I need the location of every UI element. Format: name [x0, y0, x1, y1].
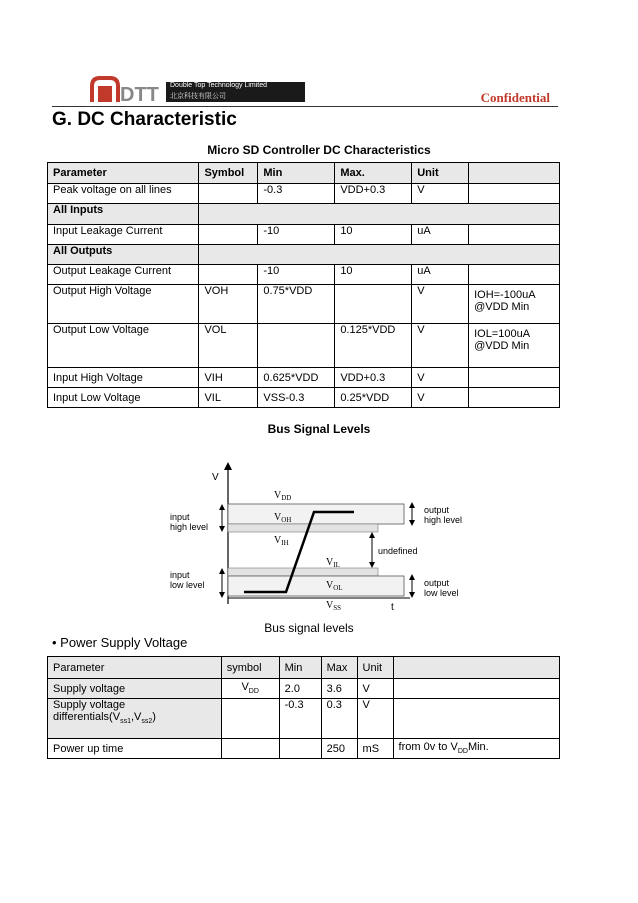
cell-note: [393, 699, 559, 739]
header-rule: [52, 106, 558, 107]
cell-max: VDD+0.3: [335, 184, 412, 204]
company-name-en: Double Top Technology Limited: [170, 82, 268, 89]
col-header-parameter: Parameter: [48, 163, 199, 184]
cell-parameter: Supply voltage: [48, 679, 222, 699]
cell-symbol: VOH: [199, 285, 258, 324]
cell-unit: V: [412, 324, 469, 368]
cell-note: [469, 388, 560, 408]
voh-label: $V_{OH}$: [274, 512, 292, 524]
cell-min: [279, 739, 321, 759]
cell-max: VDD+0.3: [335, 368, 412, 388]
cell-note: from 0v to $V_{DD}Min$.: [393, 739, 559, 759]
page-header: [0, 0, 638, 110]
svg-text:DTT: DTT: [120, 84, 159, 106]
cell-unit: V: [412, 388, 469, 408]
output-low-label-2: low level: [424, 588, 459, 598]
cell-parameter: Input Low Voltage: [48, 388, 199, 408]
cell-unit: V: [412, 368, 469, 388]
cell-unit: mS: [357, 739, 393, 759]
vol-label: $V_{OL}$: [326, 580, 343, 592]
cell-max: [335, 285, 412, 324]
cell-parameter: Supply voltage $differentials(V_{ss1},V_{ss2})$: [48, 699, 222, 739]
col-header-max: Max.: [335, 163, 412, 184]
cell-min: -10: [258, 265, 335, 285]
vih-label: $V_{IH}$: [274, 535, 289, 547]
company-logo: [90, 76, 305, 104]
cell-symbol: [199, 265, 258, 285]
table-row: [48, 368, 560, 388]
cell-max: 0.125*VDD: [335, 324, 412, 368]
cell-symbol: [199, 184, 258, 204]
cell-parameter: Power up time: [48, 739, 222, 759]
page-heading: G. DC Characteristic: [52, 109, 237, 130]
power-supply-table: [47, 656, 560, 759]
cell-parameter: Output High Voltage: [48, 285, 199, 324]
vih-band: [228, 524, 378, 532]
company-name-cn: 北京科技有限公司: [170, 93, 226, 100]
table-row: [48, 388, 560, 408]
cell-symbol: [199, 225, 258, 245]
cell-note: [469, 265, 560, 285]
cell-parameter: Input High Voltage: [48, 368, 199, 388]
cell-note: [469, 225, 560, 245]
col-header-notes: [469, 163, 560, 184]
power-table-header-row: [48, 657, 560, 679]
cell-min: [258, 324, 335, 368]
input-high-label-2: high level: [170, 522, 209, 532]
col-header-symbol: Symbol: [199, 163, 258, 184]
power-supply-heading: • Power Supply Voltage: [52, 635, 188, 650]
section-fill: [199, 204, 560, 225]
dc-table-header-row: [48, 163, 560, 184]
dtt-logo-mark: [90, 76, 159, 106]
table-row: [48, 184, 560, 204]
table-row: [48, 225, 560, 245]
output-low-label: output: [424, 578, 450, 588]
cell-min: 2.0: [279, 679, 321, 699]
dc-characteristics-table: [47, 162, 560, 408]
cell-symbol: VIL: [199, 388, 258, 408]
output-high-band: [228, 504, 404, 524]
cell-min: 0.625*VDD: [258, 368, 335, 388]
v-axis-label: V: [212, 472, 219, 483]
cell-unit: V: [412, 285, 469, 324]
cell-unit: V: [357, 699, 393, 739]
output-high-label: output: [424, 505, 450, 515]
table-section-row: [48, 204, 560, 225]
t-axis-label: t: [391, 602, 394, 613]
col-header-unit: Unit: [357, 657, 393, 679]
vss-label: $V_{SS}$: [326, 600, 342, 612]
v-axis-arrow: [224, 462, 232, 470]
output-high-label-2: high level: [424, 515, 463, 525]
cell-symbol: VIH: [199, 368, 258, 388]
cell-min: 0.75*VDD: [258, 285, 335, 324]
bus-section-title: Bus Signal Levels: [267, 422, 371, 436]
input-low-label: input: [170, 570, 190, 580]
cell-min: VSS-0.3: [258, 388, 335, 408]
table-row: [48, 265, 560, 285]
bus-signal-levels-diagram: [162, 462, 472, 614]
cell-parameter: Output Low Voltage: [48, 324, 199, 368]
section-fill: [199, 245, 560, 265]
cell-min: -10: [258, 225, 335, 245]
col-header-unit: Unit: [412, 163, 469, 184]
cell-max: 0.25*VDD: [335, 388, 412, 408]
cell-min: -0.3: [279, 699, 321, 739]
dc-table-title: Micro SD Controller DC Characteristics: [207, 143, 431, 157]
cell-unit: V: [357, 679, 393, 699]
cell-max: 3.6: [321, 679, 357, 699]
cell-symbol: [221, 699, 279, 739]
vdd-label: $V_{DD}$: [274, 490, 292, 502]
cell-max: 10: [335, 225, 412, 245]
cell-note: IOL=100uA @VDD Min: [469, 324, 560, 368]
cell-max: 10: [335, 265, 412, 285]
cell-max: 0.3: [321, 699, 357, 739]
input-low-label-2: low level: [170, 580, 205, 590]
table-row: [48, 285, 560, 324]
table-row: [48, 679, 560, 699]
cell-min: -0.3: [258, 184, 335, 204]
vil-band: [228, 568, 378, 576]
cell-note: [393, 679, 559, 699]
cell-parameter: Peak voltage on all lines: [48, 184, 199, 204]
col-header-notes: [393, 657, 559, 679]
undefined-label: undefined: [378, 546, 418, 556]
col-header-min: Min: [258, 163, 335, 184]
table-row: [48, 699, 560, 739]
diagram-caption: Bus signal levels: [264, 621, 354, 635]
cell-note: IOH=-100uA @VDD Min: [469, 285, 560, 324]
col-header-max: Max: [321, 657, 357, 679]
cell-max: 250: [321, 739, 357, 759]
cell-unit: uA: [412, 225, 469, 245]
confidential-label: Confidential: [480, 90, 550, 105]
col-header-parameter: Parameter: [48, 657, 222, 679]
section-label-all-inputs: All Inputs: [48, 204, 199, 225]
cell-unit: V: [412, 184, 469, 204]
cell-parameter: Output Leakage Current: [48, 265, 199, 285]
table-section-row: [48, 245, 560, 265]
table-row: [48, 739, 560, 759]
cell-note: [469, 184, 560, 204]
cell-symbol: VOL: [199, 324, 258, 368]
cell-symbol: [221, 739, 279, 759]
cell-unit: uA: [412, 265, 469, 285]
table-row: [48, 324, 560, 368]
cell-symbol: $V_{DD}$: [221, 679, 279, 699]
vil-label: $V_{IL}$: [326, 557, 340, 569]
col-header-symbol: symbol: [221, 657, 279, 679]
cell-note: [469, 368, 560, 388]
input-high-label: input: [170, 512, 190, 522]
section-label-all-outputs: All Outputs: [48, 245, 199, 265]
cell-parameter: Input Leakage Current: [48, 225, 199, 245]
col-header-min: Min: [279, 657, 321, 679]
